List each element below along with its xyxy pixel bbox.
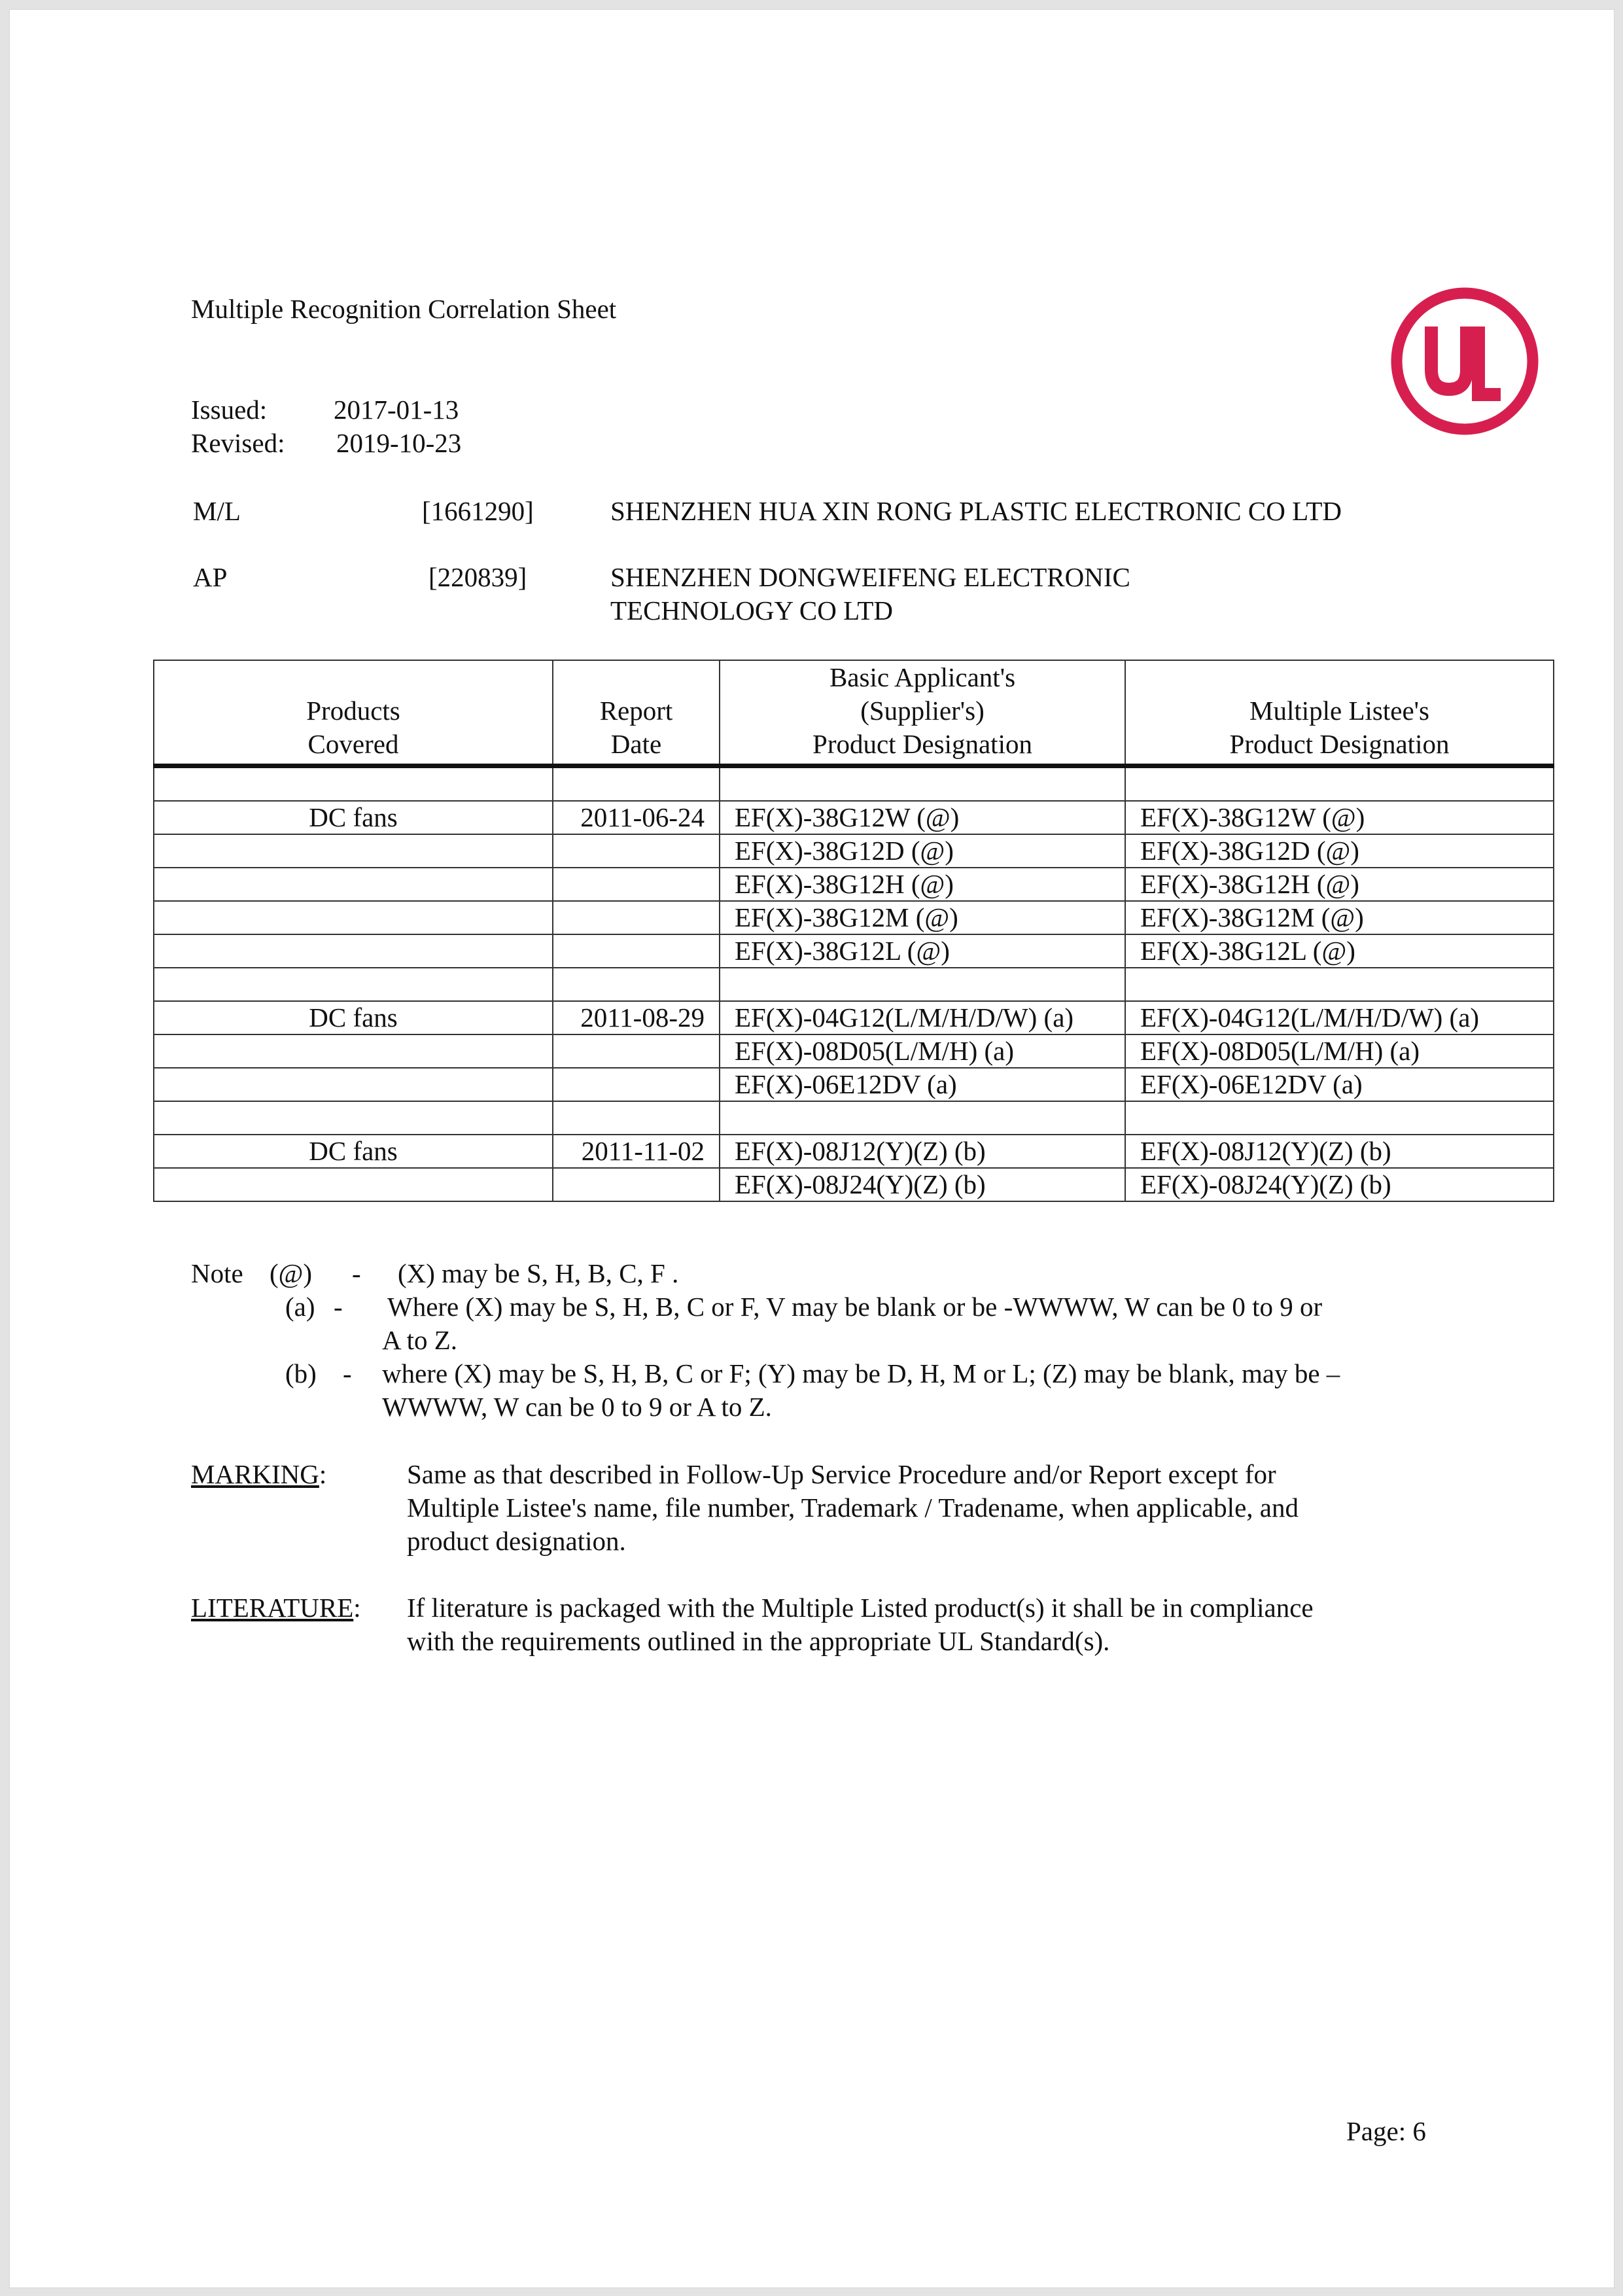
products-cell [154,766,553,802]
report-date-cell: 2011-11-02 [553,1135,720,1168]
applicant-designation-cell: EF(X)-04G12(L/M/H/D/W) (a) [720,1001,1125,1034]
table-row [154,901,1554,934]
note-b-key: (b) [285,1358,317,1388]
header-line: Products [306,696,400,726]
note-b-line2: WWWW, W can be 0 to 9 or A to Z. [382,1392,772,1422]
literature-heading [191,1591,361,1625]
table-header-row [154,660,1554,766]
header-line: Product Designation [1229,729,1450,759]
products-cell [154,934,553,968]
header-line: (Supplier's) [860,696,985,726]
document-title: Multiple Recognition Correlation Sheet [191,294,617,324]
applicant-designation-cell [720,968,1125,1001]
note-at-dash: - [352,1258,361,1288]
ml-file-number: [1661290] [422,496,534,526]
header-basic-applicant-designation [720,660,1125,766]
literature-colon: : [353,1593,361,1623]
header-line: Report [599,696,673,726]
correlation-table [153,660,1554,1202]
listee-designation-cell [1125,968,1554,1001]
table-row [154,1168,1554,1201]
report-date-cell [553,1068,720,1101]
marking-heading [191,1457,326,1491]
products-cell [154,1034,553,1068]
table-row [154,1034,1554,1068]
note-a-line2: A to Z. [382,1325,458,1355]
report-date-cell [553,1034,720,1068]
products-cell: DC fans [154,1135,553,1168]
listee-designation-cell: EF(X)-04G12(L/M/H/D/W) (a) [1125,1001,1554,1034]
revised-date: 2019-10-23 [336,428,462,458]
table-row [154,1101,1554,1135]
note-b-line1: where (X) may be S, H, B, C or F; (Y) may be D, H, M or L; (Z) may be blank, may be – [382,1358,1340,1388]
table-row [154,868,1554,901]
table-row [154,1001,1554,1034]
listee-designation-cell: EF(X)-38G12M (@) [1125,901,1554,934]
report-date-cell [553,868,720,901]
ap-file-number: [220839] [428,562,527,592]
listee-designation-cell: EF(X)-38G12H (@) [1125,868,1554,901]
issued-date: 2017-01-13 [334,395,459,425]
header-multiple-listee-designation [1125,660,1554,766]
ml-label: M/L [193,496,241,526]
issued-label: Issued: [191,395,268,425]
literature-label: LITERATURE [191,1593,354,1623]
products-cell [154,1101,553,1135]
header-products-covered [154,660,553,766]
table-row [154,1068,1554,1101]
applicant-designation-cell: EF(X)-08J12(Y)(Z) (b) [720,1135,1125,1168]
applicant-designation-cell: EF(X)-38G12M (@) [720,901,1125,934]
header-line: Covered [307,729,399,759]
ul-logo [1389,286,1540,436]
applicant-designation-cell: EF(X)-38G12W (@) [720,801,1125,834]
table-row [154,1135,1554,1168]
revised-label: Revised: [191,428,285,458]
report-date-cell [553,834,720,868]
products-cell [154,1168,553,1201]
applicant-designation-cell: EF(X)-38G12L (@) [720,934,1125,968]
applicant-designation-cell: EF(X)-08D05(L/M/H) (a) [720,1034,1125,1068]
products-cell [154,968,553,1001]
products-cell [154,1068,553,1101]
marking-label: MARKING [191,1459,319,1489]
report-date-cell [553,1168,720,1201]
report-date-cell: 2011-06-24 [553,801,720,834]
table-row [154,834,1554,868]
marking-line3: product designation. [407,1526,626,1556]
applicant-designation-cell [720,1101,1125,1135]
listee-designation-cell: EF(X)-38G12W (@) [1125,801,1554,834]
note-at-text: (X) may be S, H, B, C, F . [398,1258,679,1288]
header-line: Multiple Listee's [1249,696,1429,726]
report-date-cell [553,968,720,1001]
products-cell [154,901,553,934]
report-date-cell [553,766,720,802]
table-row [154,766,1554,802]
products-cell [154,834,553,868]
listee-designation-cell: EF(X)-08J24(Y)(Z) (b) [1125,1168,1554,1201]
listee-designation-cell: EF(X)-38G12L (@) [1125,934,1554,968]
table-row [154,934,1554,968]
products-cell: DC fans [154,1001,553,1034]
report-date-cell [553,934,720,968]
note-a-dash: - [334,1292,343,1322]
table-row [154,968,1554,1001]
applicant-designation-cell: EF(X)-38G12D (@) [720,834,1125,868]
ap-company-name-line1: SHENZHEN DONGWEIFENG ELECTRONIC [610,562,1130,592]
page-number: Page: 6 [1346,2116,1426,2146]
report-date-cell [553,1101,720,1135]
applicant-designation-cell: EF(X)-38G12H (@) [720,868,1125,901]
listee-designation-cell: EF(X)-08J12(Y)(Z) (b) [1125,1135,1554,1168]
note-a-key: (a) [285,1292,315,1322]
products-cell [154,868,553,901]
header-line: Product Designation [812,729,1032,759]
table-row [154,801,1554,834]
listee-designation-cell [1125,766,1554,802]
report-date-cell: 2011-08-29 [553,1001,720,1034]
listee-designation-cell: EF(X)-38G12D (@) [1125,834,1554,868]
ap-label: AP [193,562,228,592]
literature-line2: with the requirements outlined in the appropriate UL Standard(s). [407,1626,1110,1656]
listee-designation-cell: EF(X)-08D05(L/M/H) (a) [1125,1034,1554,1068]
note-label: Note [191,1258,243,1288]
note-at-key: (@) [270,1258,313,1288]
applicant-designation-cell: EF(X)-08J24(Y)(Z) (b) [720,1168,1125,1201]
header-line: Basic Applicant's [829,662,1016,692]
applicant-designation-cell: EF(X)-06E12DV (a) [720,1068,1125,1101]
report-date-cell [553,901,720,934]
note-b-dash: - [343,1358,352,1388]
listee-designation-cell: EF(X)-06E12DV (a) [1125,1068,1554,1101]
listee-designation-cell [1125,1101,1554,1135]
applicant-designation-cell [720,766,1125,802]
literature-line1: If literature is packaged with the Multiple Listed product(s) it shall be in compliance [407,1593,1314,1623]
header-report-date [553,660,720,766]
header-line: Date [610,729,662,759]
marking-line1: Same as that described in Follow-Up Service Procedure and/or Report except for [407,1459,1276,1489]
ml-company-name: SHENZHEN HUA XIN RONG PLASTIC ELECTRONIC CO LTD [610,496,1342,526]
note-a-line1: Where (X) may be S, H, B, C or F, V may be blank or be -WWWW, W can be 0 to 9 or [387,1292,1323,1322]
marking-colon: : [319,1459,327,1489]
ap-company-name-line2: TECHNOLOGY CO LTD [610,595,894,626]
marking-line2: Multiple Listee's name, file number, Trademark / Tradename, when applicable, and [407,1492,1299,1523]
products-cell: DC fans [154,801,553,834]
